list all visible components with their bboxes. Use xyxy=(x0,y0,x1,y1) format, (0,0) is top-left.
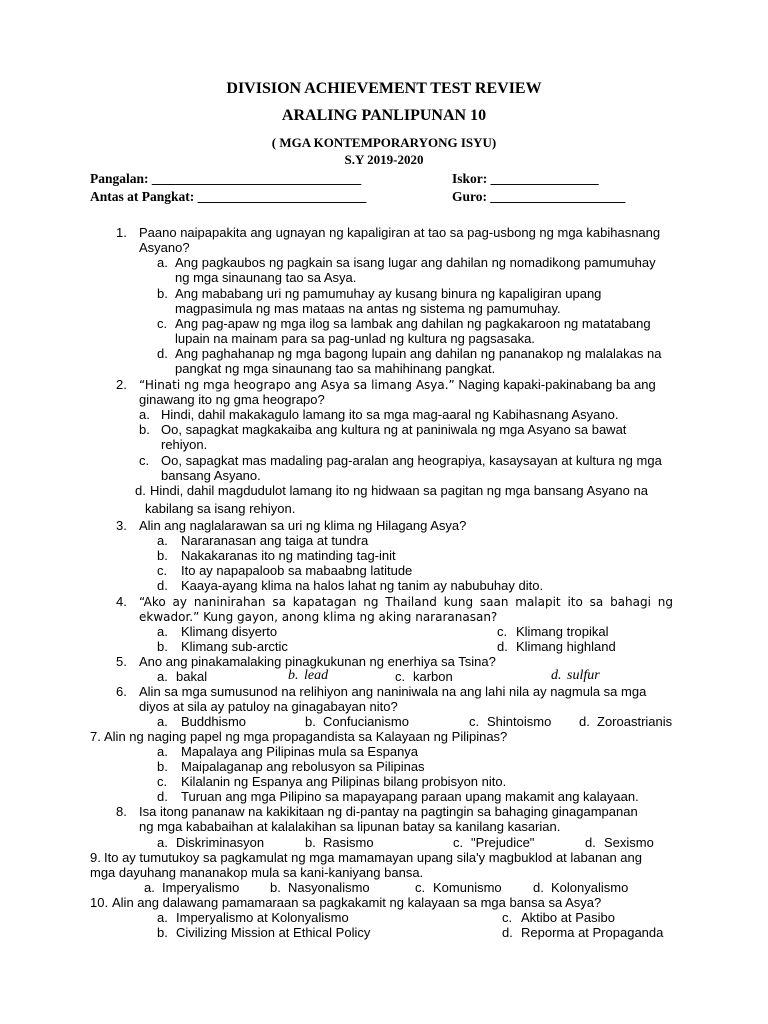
question-text: Alin ang naglalarawan sa uri ng klima ng Hilagang Asya? xyxy=(139,518,467,533)
iskor-field: Iskor: ________________ xyxy=(452,171,599,186)
choice-text: Confucianismo xyxy=(323,714,409,729)
question-number: 8. xyxy=(116,804,127,819)
choice-text: Reporma at Propaganda xyxy=(521,925,664,940)
choice-text: Nararanasan ang taiga at tundra xyxy=(181,533,369,548)
choice-text: Ang pagkaubos ng pagkain sa isang lugar ang dahilan ng nomadikong pamumuhay xyxy=(175,255,656,270)
choice-letter: d. xyxy=(579,714,590,729)
question-number: 4. xyxy=(116,594,127,609)
choice-letter: d. xyxy=(157,789,168,804)
choice-text: karbon xyxy=(413,669,453,684)
choice-letter: b. xyxy=(157,286,168,301)
topic-subtitle: ( MGA KONTEMPORARYONG ISYU) xyxy=(271,135,497,150)
choice-text: Maipalaganap ang rebolusyon sa Pilipinas xyxy=(181,759,425,774)
choice-letter: c. xyxy=(157,774,168,789)
choice-letter: d. xyxy=(157,578,168,593)
choice-text: Sexismo xyxy=(604,835,654,850)
question-number: 3. xyxy=(116,518,127,533)
choice-text: sulfur xyxy=(567,668,600,683)
choice-text: Ang mababang uri ng pamumuhay ay kusang binura ng kapaligiran upang xyxy=(175,286,602,301)
choice-text: Turuan ang mga Pilipino sa mapayapang paraan upang makamit ang kalayaan. xyxy=(181,789,639,804)
choice-letter: c. xyxy=(469,714,480,729)
question-text: Asyano? xyxy=(139,240,190,255)
question-text: Paano naipapakita ang ugnayan ng kapaligiran at tao sa pag-usbong ng mga kabihasnang xyxy=(139,225,661,240)
choice-letter: b. xyxy=(288,668,299,683)
choice-text: "Prejudice" xyxy=(471,835,535,850)
choice-letter: c. xyxy=(415,880,426,895)
choice-letter: b. xyxy=(139,422,150,437)
choice-text: lead xyxy=(304,668,329,683)
choice-text: Oo, sapagkat magkakaiba ang kultura ng at paniniwala ng mga Asyano sa bawat xyxy=(161,422,627,437)
choice-text: ng mga sinaunang tao sa Asya. xyxy=(175,270,357,285)
pangalan-field: Pangalan: _______________________________ xyxy=(90,171,362,186)
question-text: ginawang ito ng gma heograpo? xyxy=(139,392,325,407)
question-number: 10. xyxy=(90,895,109,910)
choice-letter: a. xyxy=(139,407,150,422)
choice-letter: d. xyxy=(551,668,562,683)
choice-text: Klimang tropikal xyxy=(516,624,609,639)
choice-text: Hindi, dahil makakagulo lamang ito sa mga mag-aaral ng Kabihasnang Asyano. xyxy=(161,407,619,422)
choice-text: Klimang disyerto xyxy=(181,624,278,639)
school-year: S.Y 2019-2020 xyxy=(344,152,424,167)
question-text-rest: Naging kapaki-pakinabang ba ang xyxy=(454,377,656,392)
choice-letter: d. xyxy=(497,639,508,654)
choice-letter: b. xyxy=(157,639,168,654)
choice-text: Nasyonalismo xyxy=(288,880,370,895)
choice-text: bansang Asyano. xyxy=(161,468,261,483)
choice-letter: d. xyxy=(585,835,596,850)
choice-text: lupain na mainam para sa pag-unlad ng kultura ng pagsasaka. xyxy=(175,331,535,346)
choice-text: Kilalanin ng Espanya ang Pilipinas bilang probisyon nito. xyxy=(181,774,507,789)
choice-letter: c. xyxy=(453,835,464,850)
choice-letter: d. xyxy=(533,880,544,895)
choice-letter: c. xyxy=(157,563,168,578)
choice-text: Ito ay napapaloob sa mabaabng latitude xyxy=(181,563,413,578)
question-number: 5. xyxy=(116,654,127,669)
choice-letter: b. xyxy=(270,880,281,895)
choice-text: Oo, sapagkat mas madaling pag-aralan ang heograpiya, kasaysayan at kultura ng mga xyxy=(161,453,662,468)
choice-letter: a. xyxy=(157,533,168,548)
choice-letter: b. xyxy=(305,714,316,729)
choice-text: Civilizing Mission at Ethical Policy xyxy=(176,925,371,940)
choice-text: Komunismo xyxy=(433,880,502,895)
quote-text: “Hinati ng mga heograpo ang Asya sa limang Asya.” xyxy=(139,378,455,392)
question-text: “Ako ay naninirahan sa kapatagan ng Thailand kung saan malapit ito sa bahagi ng xyxy=(139,595,673,609)
choice-letter: b. xyxy=(157,925,168,940)
choice-letter: a. xyxy=(157,714,168,729)
choice-letter: d. xyxy=(135,483,146,498)
question-number: 6. xyxy=(116,684,127,699)
choice-letter: c. xyxy=(395,669,406,684)
choice-text: Klimang sub-arctic xyxy=(181,639,288,654)
guro-field: Guro: ____________________ xyxy=(452,189,626,204)
choice-letter: c. xyxy=(139,453,150,468)
question-text: Ito ay tumutukoy sa pagkamulat ng mga mamamayan upang sila'y magbuklod at labanan ang xyxy=(104,850,642,865)
choice-letter: c. xyxy=(157,316,168,331)
antas-field: Antas at Pangkat: _________________________ xyxy=(90,189,367,204)
choice-letter: a. xyxy=(157,669,168,684)
choice-letter: a. xyxy=(157,255,168,270)
choice-letter: a. xyxy=(157,624,168,639)
question-number: 7. xyxy=(90,729,101,744)
choice-letter: d. xyxy=(157,346,168,361)
choice-letter: a. xyxy=(144,880,155,895)
choice-text: Nakakaranas ito ng matinding tag-init xyxy=(181,548,396,563)
question-text: ng mga kababaihan at kalalakihan sa lipunan batay sa kanilang kasarian. xyxy=(139,819,561,834)
choice-text: Hindi, dahil magdudulot lamang ito ng hidwaan sa pagitan ng mga bansang Asyano na xyxy=(150,483,648,498)
question-number: 9. xyxy=(90,850,101,865)
question-text: diyos at sila ay patuloy na ginagabayan nito? xyxy=(139,699,398,714)
choice-letter: c. xyxy=(502,910,513,925)
choice-text: pangkat ng mga sinaunang tao sa mahihinang pangkat. xyxy=(175,361,496,376)
choice-text: Kolonyalismo xyxy=(551,880,629,895)
choice-text: rehiyon. xyxy=(161,437,208,452)
choice-letter: a. xyxy=(157,835,168,850)
choice-letter: a. xyxy=(157,744,168,759)
choice-text: Klimang highland xyxy=(516,639,616,654)
question-number: 1. xyxy=(116,225,127,240)
choice-text: Diskriminasyon xyxy=(176,835,265,850)
question-text: Alin ng naging papel ng mga propagandista sa Kalayaan ng Pilipinas? xyxy=(104,729,508,744)
choice-text: magpasimula ng mas mataas na antas ng sistema ng pamumuhay. xyxy=(175,301,561,316)
choice-letter: b. xyxy=(305,835,316,850)
choice-text: Ang paghahanap ng mga bagong lupain ang dahilan ng pananakop ng malalakas na xyxy=(175,346,662,361)
choice-text: Zoroastrianis xyxy=(597,714,673,729)
choice-letter: b. xyxy=(157,759,168,774)
choice-text: Kaaya-ayang klima na halos lahat ng tanim ay nabubuhay dito. xyxy=(181,578,544,593)
choice-text: Rasismo xyxy=(323,835,374,850)
choice-text: Shintoismo xyxy=(487,714,552,729)
question-text xyxy=(139,377,656,393)
question-number: 2. xyxy=(116,377,127,392)
choice-text: Aktibo at Pasibo xyxy=(521,910,615,925)
choice-letter: c. xyxy=(497,624,508,639)
subject-title: ARALING PANLIPUNAN 10 xyxy=(281,107,487,124)
choice-text: kabilang sa isang rehiyon. xyxy=(145,501,296,516)
choice-text: Mapalaya ang Pilipinas mula sa Espanya xyxy=(181,744,419,759)
question-text: Isa itong pananaw na kakikitaan ng di-pantay na pagtingin sa bahaging ginagampanan xyxy=(139,804,638,819)
document-title: DIVISION ACHIEVEMENT TEST REVIEW xyxy=(226,80,542,97)
choice-letter: b. xyxy=(157,548,168,563)
choice-text: bakal xyxy=(176,669,208,684)
choice-letter: d. xyxy=(502,925,513,940)
choice-text: Imperyalismo at Kolonyalismo xyxy=(176,910,349,925)
question-text: Alin ang dalawang pamamaraan sa pagkakamit ng kalayaan sa mga bansa sa Asya? xyxy=(112,895,602,910)
question-text: mga dayuhang mananakop mula sa kani-kaniyang bansa. xyxy=(90,865,424,880)
question-text: Alin sa mga sumusunod na relihiyon ang naniniwala na ang lahi nila ay nagmula sa mga xyxy=(139,684,647,699)
choice-text: Imperyalismo xyxy=(162,880,240,895)
choice-text: Ang pag-apaw ng mga ilog sa lambak ang dahilan ng pagkakaroon ng matatabang xyxy=(175,316,651,331)
question-text: Ano ang pinakamalaking pinagkukunan ng enerhiya sa Tsina? xyxy=(139,654,496,669)
question-text: ekwador.” Kung gayon, anong klima ng aking nararanasan? xyxy=(139,610,498,624)
choice-letter: a. xyxy=(157,910,168,925)
choice-text: Buddhismo xyxy=(181,714,247,729)
